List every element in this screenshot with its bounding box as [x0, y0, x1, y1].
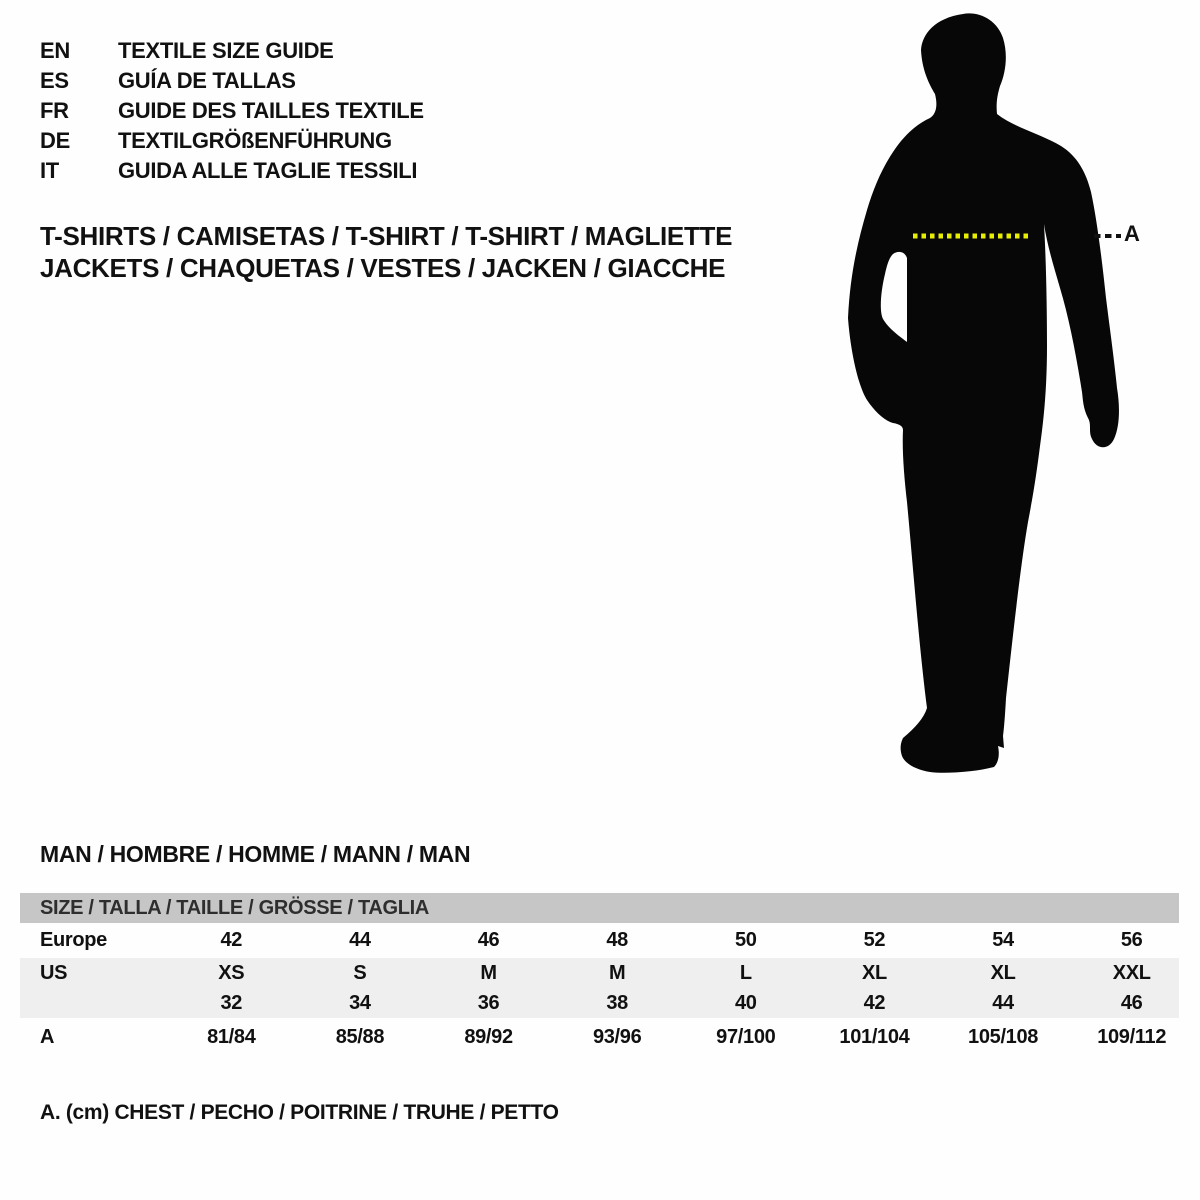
table-cell: 89/92	[464, 1025, 513, 1048]
row-label: US	[40, 961, 68, 984]
table-cell: 54	[992, 929, 1014, 951]
table-cell: 44	[992, 991, 1014, 1014]
lang-label: GUÍA DE TALLAS	[118, 68, 296, 93]
lang-row-de	[40, 126, 424, 156]
table-cell: XS	[218, 961, 245, 984]
table-cell: XL	[861, 961, 887, 984]
lang-code: ES	[40, 68, 69, 93]
table-cell: 46	[477, 929, 500, 951]
table-cell: 52	[863, 929, 886, 951]
lang-row-es	[40, 66, 424, 96]
category-line-tshirts: T-SHIRTS / CAMISETAS / T-SHIRT / T-SHIRT / MAGLIETTE	[40, 221, 733, 251]
table-cell: 56	[1120, 929, 1143, 951]
size-table	[20, 923, 1196, 1056]
table-row-us-numeric	[20, 988, 1196, 1018]
measurement-a-label: A	[1124, 221, 1140, 246]
table-cell: 36	[477, 991, 500, 1014]
table-cell: 40	[735, 991, 757, 1014]
lang-row-it	[40, 156, 424, 186]
table-cell: XL	[990, 961, 1016, 984]
row-label: A	[40, 1025, 55, 1048]
table-cell: 38	[606, 991, 628, 1014]
table-cell: 101/104	[839, 1025, 910, 1048]
lang-code: IT	[40, 158, 59, 183]
man-silhouette	[845, 6, 1145, 776]
category-line-jackets: JACKETS / CHAQUETAS / VESTES / JACKEN / GIACCHE	[40, 253, 726, 283]
lang-label: TEXTILE SIZE GUIDE	[118, 38, 334, 63]
lang-code: EN	[40, 38, 70, 63]
table-cell: 42	[220, 929, 243, 951]
table-cell: 81/84	[207, 1025, 256, 1048]
table-cell: 85/88	[335, 1025, 385, 1048]
language-title-list	[40, 36, 424, 186]
size-table-header-bar: SIZE / TALLA / TAILLE / GRÖSSE / TAGLIA	[20, 893, 1179, 923]
lang-label: GUIDE DES TAILLES TEXTILE	[118, 98, 424, 123]
lang-label: TEXTILGRÖßENFÜHRUNG	[118, 128, 392, 153]
table-cell: 109/112	[1097, 1025, 1167, 1048]
table-cell: 97/100	[716, 1025, 776, 1048]
table-cell: 42	[863, 991, 886, 1014]
table-cell: M	[609, 961, 626, 984]
table-cell: 50	[735, 929, 757, 951]
table-cell: M	[480, 961, 497, 984]
table-row-chest-cm	[20, 1018, 1196, 1056]
table-cell: 46	[1120, 991, 1143, 1014]
section-title-man: MAN / HOMBRE / HOMME / MANN / MAN	[40, 841, 471, 867]
measurement-footnote: A. (cm) CHEST / PECHO / POITRINE / TRUHE / PETTO	[40, 1101, 559, 1124]
table-cell: 105/108	[968, 1025, 1039, 1048]
table-cell: 32	[220, 991, 243, 1014]
table-cell: 44	[349, 929, 371, 951]
table-cell: L	[739, 961, 752, 984]
table-cell: 48	[606, 929, 628, 951]
lang-code: DE	[40, 128, 70, 153]
table-cell: 34	[349, 991, 371, 1014]
table-row-us	[20, 958, 1196, 988]
lang-code: FR	[40, 98, 69, 123]
lang-row-fr	[40, 96, 424, 126]
row-label: Europe	[40, 929, 107, 951]
table-cell: S	[353, 961, 367, 984]
table-cell: 93/96	[592, 1025, 642, 1048]
lang-row-en	[40, 36, 424, 66]
table-cell: XXL	[1112, 961, 1151, 984]
category-lines	[40, 220, 732, 284]
man-silhouette-shape	[848, 13, 1119, 772]
lang-label: GUIDA ALLE TAGLIE TESSILI	[118, 158, 418, 183]
table-row-europe	[20, 923, 1196, 958]
